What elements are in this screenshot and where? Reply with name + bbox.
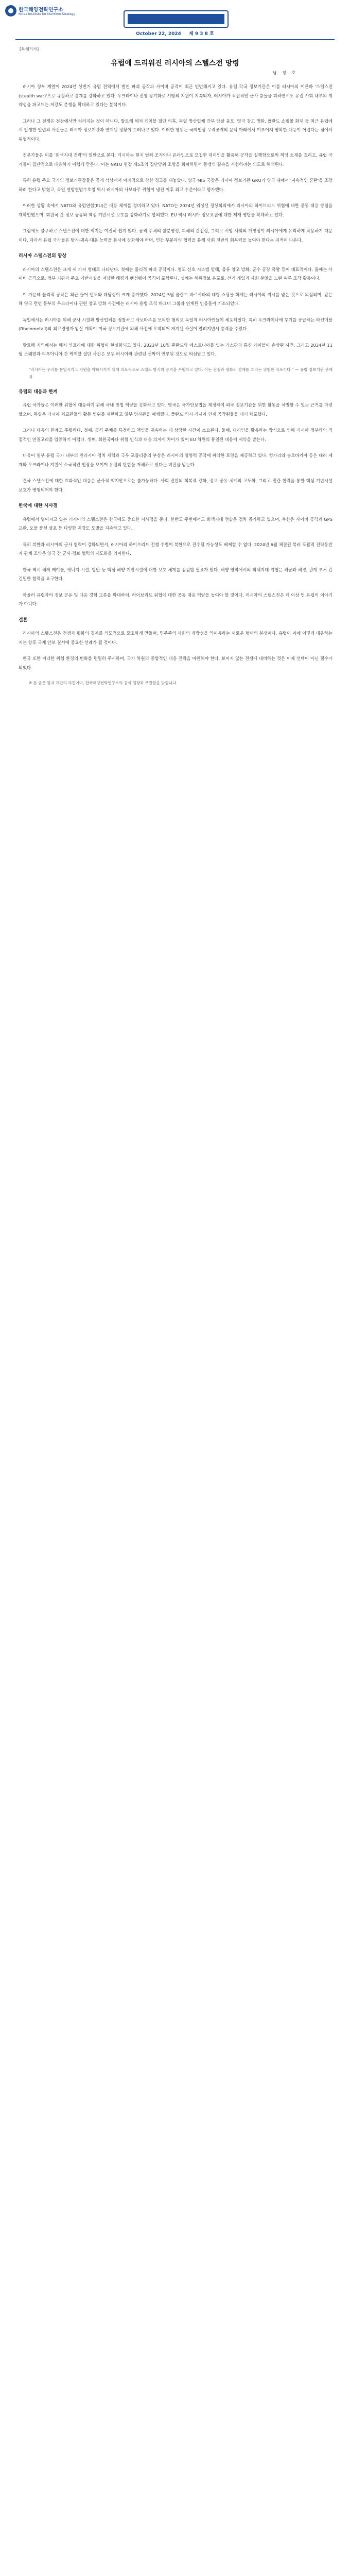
section-label: [독해기사]: [20, 47, 39, 52]
block-quote: "러시아는 우리를 분열시키고 지원을 약화시키기 위해 의도적으로 스텔스 방식의 공격을 수행하고 있다. 이는 전쟁과 평화의 경계를 흐리는 위험한 시도이다." — 유럽 정보기관 관계자: [29, 367, 332, 379]
paragraph: 러시아의 스텔스전은 크게 세 가지 형태로 나타난다. 첫째는 물리적 파괴 공작이다. 철도 신호 시스템 방해, 물류 창고 방화, 군수 공장 폭발 등이 대표적이다. 둘째는 사이버 공격으로, 정부 기관과 주요 기반시설을 겨냥한 해킹과 랜섬웨어 공격이 포함된다. 셋째는 허위정보 유포로, 선거 개입과 사회 분열을 노린 여론 조작 활동이다.: [19, 266, 332, 281]
org-name: 한국해양전략연구소: [19, 7, 63, 13]
paragraph: 독일에서는 러시아를 위해 군사 시설과 방산업체를 정찰하고 사보타주를 모의한 혐의로 독일계 러시아인들이 체포되었다. 특히 우크라이나에 무기를 공급하는 라인메탈(Rheinmetall)의 최고경영자 암살 계획이 미국 정보기관에 의해 사전에 포착되어 저지된 사실이 알려지면서 충격을 주었다.: [19, 317, 332, 331]
org-logo: [5, 4, 76, 22]
paragraph: 러시아의 스텔스전은 전쟁과 평화의 경계를 의도적으로 모호하게 만들며, 민주주의 사회의 개방성을 역이용하는 새로운 형태의 분쟁이다. 유럽이 이에 어떻게 대응하는지는 향후 국제 안보 질서에 중요한 선례가 될 것이다.: [19, 631, 332, 645]
paragraph: 특히 북한과 러시아의 군사 협력이 강화되면서, 러시아의 하이브리드 전쟁 수법이 북한으로 전수될 가능성도 배제할 수 없다. 2024년 6월 체결된 북러 포괄적 전략동반자 관계 조약은 양국 간 군사·정보 협력의 제도화를 의미한다.: [19, 541, 332, 556]
org-emblem-icon: [5, 5, 16, 16]
issue-date: October 22, 2024: [136, 31, 181, 37]
paragraph: 유럽 국가들은 이러한 위협에 대응하기 위해 국내 방첩 역량을 강화하고 있다. 영국은 국가안보법을 제정하여 외국 정보기관을 위한 활동을 처벌할 수 있는 근거를 마련했으며, 독일은 러시아 외교관들의 활동 범위를 제한하고 일부 영사관을 폐쇄했다. 폴란드 역시 러시아 연계 공작원들을 대거 체포했다.: [19, 402, 332, 417]
paragraph: 그러나 대응의 한계도 뚜렷하다. 첫째, 공격 주체를 특정하고 책임을 귀속하는 데 상당한 시간이 소요된다. 둘째, 대리인을 활용하는 방식으로 인해 러시아 정부와의 직접적인 연결고리를 입증하기 어렵다. 셋째, 회원국마다 위협 인식과 대응 의지에 차이가 있어 EU 차원의 통일된 대응이 제약을 받는다.: [19, 428, 332, 442]
org-subtitle: Korea Institute for Maritime Strategy: [19, 12, 76, 16]
article-author: 남 정 호: [273, 71, 298, 75]
paragraph: 한국 역시 해저 케이블, 에너지 시설, 항만 등 핵심 해양 기반시설에 대한 보호 체계를 점검할 필요가 있다. 해양 영역에서의 회색지대 위협은 해군과 해경, 관계 부처 간 긴밀한 협력을 요구한다.: [19, 567, 332, 581]
subheading: 유럽의 대응과 한계: [19, 389, 58, 395]
subheading: 결론: [19, 617, 28, 623]
paragraph: 이러한 상황 속에서 NATO와 유럽연합(EU)은 대응 체계를 정비하고 있다. NATO는 2024년 워싱턴 정상회의에서 러시아의 하이브리드 위협에 대한 공동 대응 방침을 재확인했으며, 회원국 간 정보 공유와 핵심 기반시설 보호를 강화하기로 합의했다. EU 역시 러시아 정보요원에 대한 제재 명단을 확대하고 있다.: [19, 203, 332, 217]
header: [0, 0, 350, 40]
subheading: 한국에 대한 시사점: [19, 503, 58, 509]
paragraph: 발트해 지역에서는 해저 인프라에 대한 위협이 현실화되고 있다. 2023년 10월 핀란드와 에스토니아를 잇는 가스관과 통신 케이블이 손상된 사건, 그리고 2024년 11월 스웨덴과 리투아니아 간 케이블 절단 사건은 모두 러시아와 관련된 선박이 연루된 것으로 의심받고 있다.: [19, 342, 332, 357]
paragraph: 전문가들은 이를 '회색지대 전략'의 일환으로 본다. 러시아는 현지 범죄 조직이나 온라인으로 모집한 대리인을 활용해 공작을 실행함으로써 책임 소재를 흐리고, 유럽 국가들이 집단적으로 대응하기 어렵게 만든다. 이는 NATO 헌장 제5조의 집단방위 조항을 회피하면서 동맹의 결속을 시험하려는 의도로 해석된다.: [19, 152, 332, 167]
publication-banner: [124, 10, 331, 28]
subheading: 러시아 스텔스전의 양상: [19, 253, 67, 259]
paragraph: 그러나 그 전쟁은 전장에서만 치러지는 것이 아니다. 발트해 해저 케이블 절단 의혹, 독일 방산업체 간부 암살 음모, 영국 창고 방화, 폴란드 쇼핑몰 화재 등 최근 유럽에서 발생한 일련의 사건들은 러시아 정보기관과 연계된 정황이 드러나고 있다. 이러한 행위는 국제법상 무력공격의 문턱 아래에서 이루어져 명확한 대응이 어렵다는 점에서 위협적이다.: [19, 118, 332, 142]
header-divider: [15, 39, 335, 40]
paragraph: 더욱이 일부 유럽 국가 내부의 친러시아 정치 세력과 극우 포퓰리즘의 부상은 러시아의 영향력 공작에 취약한 토양을 제공하고 있다. 헝가리와 슬로바키아 등은 대러 제재와 우크라이나 지원에 소극적인 입장을 보이며 유럽의 단합을 저해하고 있다는 비판을 받는다.: [19, 453, 332, 467]
paragraph: 유럽에서 벌어지고 있는 러시아의 스텔스전은 한국에도 중요한 시사점을 준다. 한반도 주변에서도 회색지대 전술은 점차 증가하고 있으며, 북한은 사이버 공격과 GPS 교란, 오물 풍선 살포 등 다양한 저강도 도발을 지속하고 있다.: [19, 516, 332, 531]
paragraph: 한국 또한 이러한 위협 환경의 변화를 면밀히 주시하며, 국가 차원의 종합적인 대응 전략을 마련해야 한다. 보이지 않는 전쟁에 대비하는 것은 이제 선택이 아닌 필수가 되었다.: [19, 656, 332, 670]
paragraph: 그럼에도 불구하고 스텔스전에 대한 억지는 여전히 쉽지 않다. 공격 주체의 불분명성, 피해의 간접성, 그리고 서방 사회의 개방성이 러시아에게 유리하게 작용하기 때문이다. 따라서 유럽 국가들은 탐지·귀속·대응 능력을 동시에 강화해야 하며, 민간 부문과의 협력을 통해 사회 전반의 회복력을 높여야 한다는 지적이 나온다.: [19, 228, 332, 243]
paragraph: 아울러 유럽과의 정보 공유 및 대응 경험 교류를 확대하여, 하이브리드 위협에 대한 공동 대응 역량을 높여야 할 것이다. 러시아의 스텔스전은 더 이상 먼 유럽의 이야기가 아니다.: [19, 592, 332, 606]
article-title: 유럽에 드리워진 러시아의 스텔스전 망령: [111, 59, 239, 67]
paragraph: 이 가운데 물리적 공작은 최근 들어 빈도와 대담성이 크게 증가했다. 2024년 5월 폴란드 바르샤바의 대형 쇼핑몰 화재는 러시아의 지시를 받은 것으로 의심되며, 같은 해 영국 런던 동부의 우크라이나 관련 창고 방화 사건에는 러시아 용병 조직 바그너 그룹과 연계된 인물들이 기소되었다.: [19, 292, 332, 306]
paragraph: 특히 유럽 주요 국가의 정보기관장들은 공개 석상에서 이례적으로 강한 경고를 내놓았다. 영국 MI5 국장은 러시아 정보기관 GRU가 영국 내에서 '지속적인 혼란'을 조장하려 한다고 밝혔고, 독일 연방헌법수호청 역시 러시아의 사보타주 위협이 냉전 이후 최고 수준이라고 평가했다.: [19, 178, 332, 192]
disclaimer: ※ 본 글은 필자 개인의 의견이며, 한국해양전략연구소의 공식 입장과 무관함을 밝힙니다.: [29, 681, 178, 685]
paragraph: 러시아 정부 계열이 2024년 상반기 유럽 전역에서 벌인 파괴 공작과 사이버 공격이 최근 빈번해지고 있다. 유럽 각국 정보기관은 이를 러시아의 이른바 '스텔스전(stealth war)'으로 규정하고 경계를 강화하고 있다. 우크라이나 전쟁 장기화로 서방의 지원이 지속되자, 러시아가 직접적인 군사 충돌을 피하면서도 유럽 사회 내부의 취약성을 파고드는 저강도 분쟁을 확대하고 있다는 분석이다.: [19, 84, 332, 107]
article-body: [19, 82, 332, 694]
publication-title: KIMS Periscope: [268, 13, 331, 20]
issue-meta: [0, 30, 350, 37]
issue-number: 제 9 3 8 호: [189, 31, 214, 37]
paragraph: 결국 스텔스전에 대한 효과적인 대응은 군사적 억지만으로는 불가능하다. 사회 전반의 회복력 강화, 정보 공유 체계의 고도화, 그리고 민관 협력을 통한 핵심 기반시설 보호가 병행되어야 한다.: [19, 478, 332, 493]
